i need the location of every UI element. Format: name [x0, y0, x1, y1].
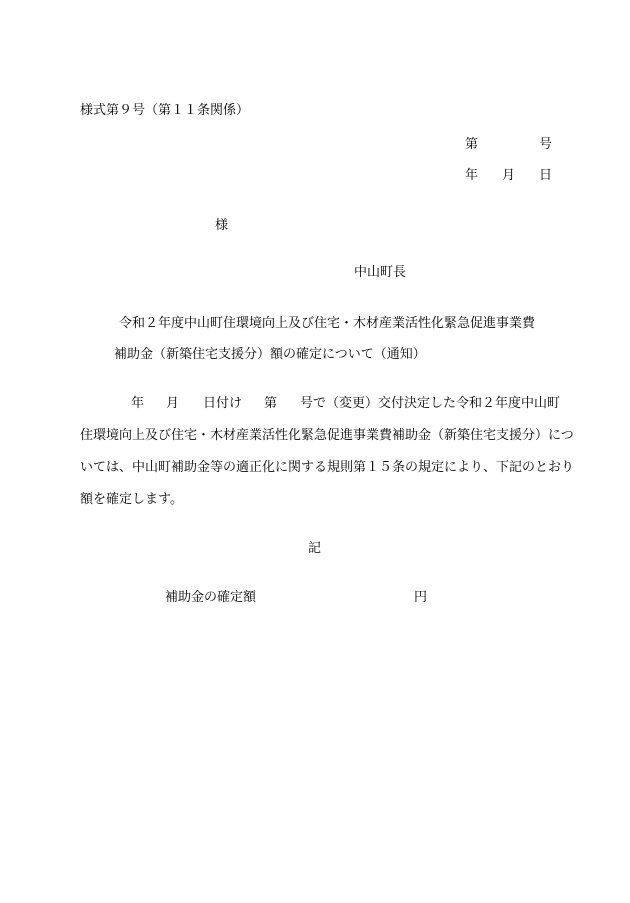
amount-unit: 円 [414, 590, 428, 605]
date-month: 月 [502, 168, 516, 183]
record-heading: 記 [308, 541, 322, 556]
sender-name: 中山町長 [354, 265, 407, 280]
date-year: 年 [465, 168, 479, 183]
body-line-1: 号で（変更）交付決定した令和２年度中山町 [300, 396, 561, 411]
recipient-honorific: 様 [215, 218, 229, 233]
body-ref-day: 日付け [203, 396, 243, 411]
doc-number-go: 号 [539, 137, 553, 152]
date-day: 日 [539, 168, 553, 183]
body-ref-year: 年 [131, 396, 145, 411]
body-line-4: 額を確定します。 [80, 492, 183, 507]
form-number: 様式第９号（第１１条関係） [80, 103, 250, 118]
body-ref-dai: 第 [264, 396, 278, 411]
title-line-2: 補助金（新築住宅支援分）額の確定について（通知） [114, 347, 426, 362]
body-line-2: 住環境向上及び住宅・木材産業活性化緊急促進事業費補助金（新築住宅支援分）につ [80, 428, 574, 443]
body-line-3: いては、中山町補助金等の適正化に関する規則第１５条の規定により、下記のとおり [80, 460, 575, 475]
amount-label: 補助金の確定額 [165, 590, 257, 605]
doc-number-dai: 第 [465, 137, 479, 152]
body-ref-month: 月 [166, 396, 180, 411]
title-line-1: 令和２年度中山町住環境向上及び住宅・木材産業活性化緊急促進事業費 [119, 316, 536, 331]
